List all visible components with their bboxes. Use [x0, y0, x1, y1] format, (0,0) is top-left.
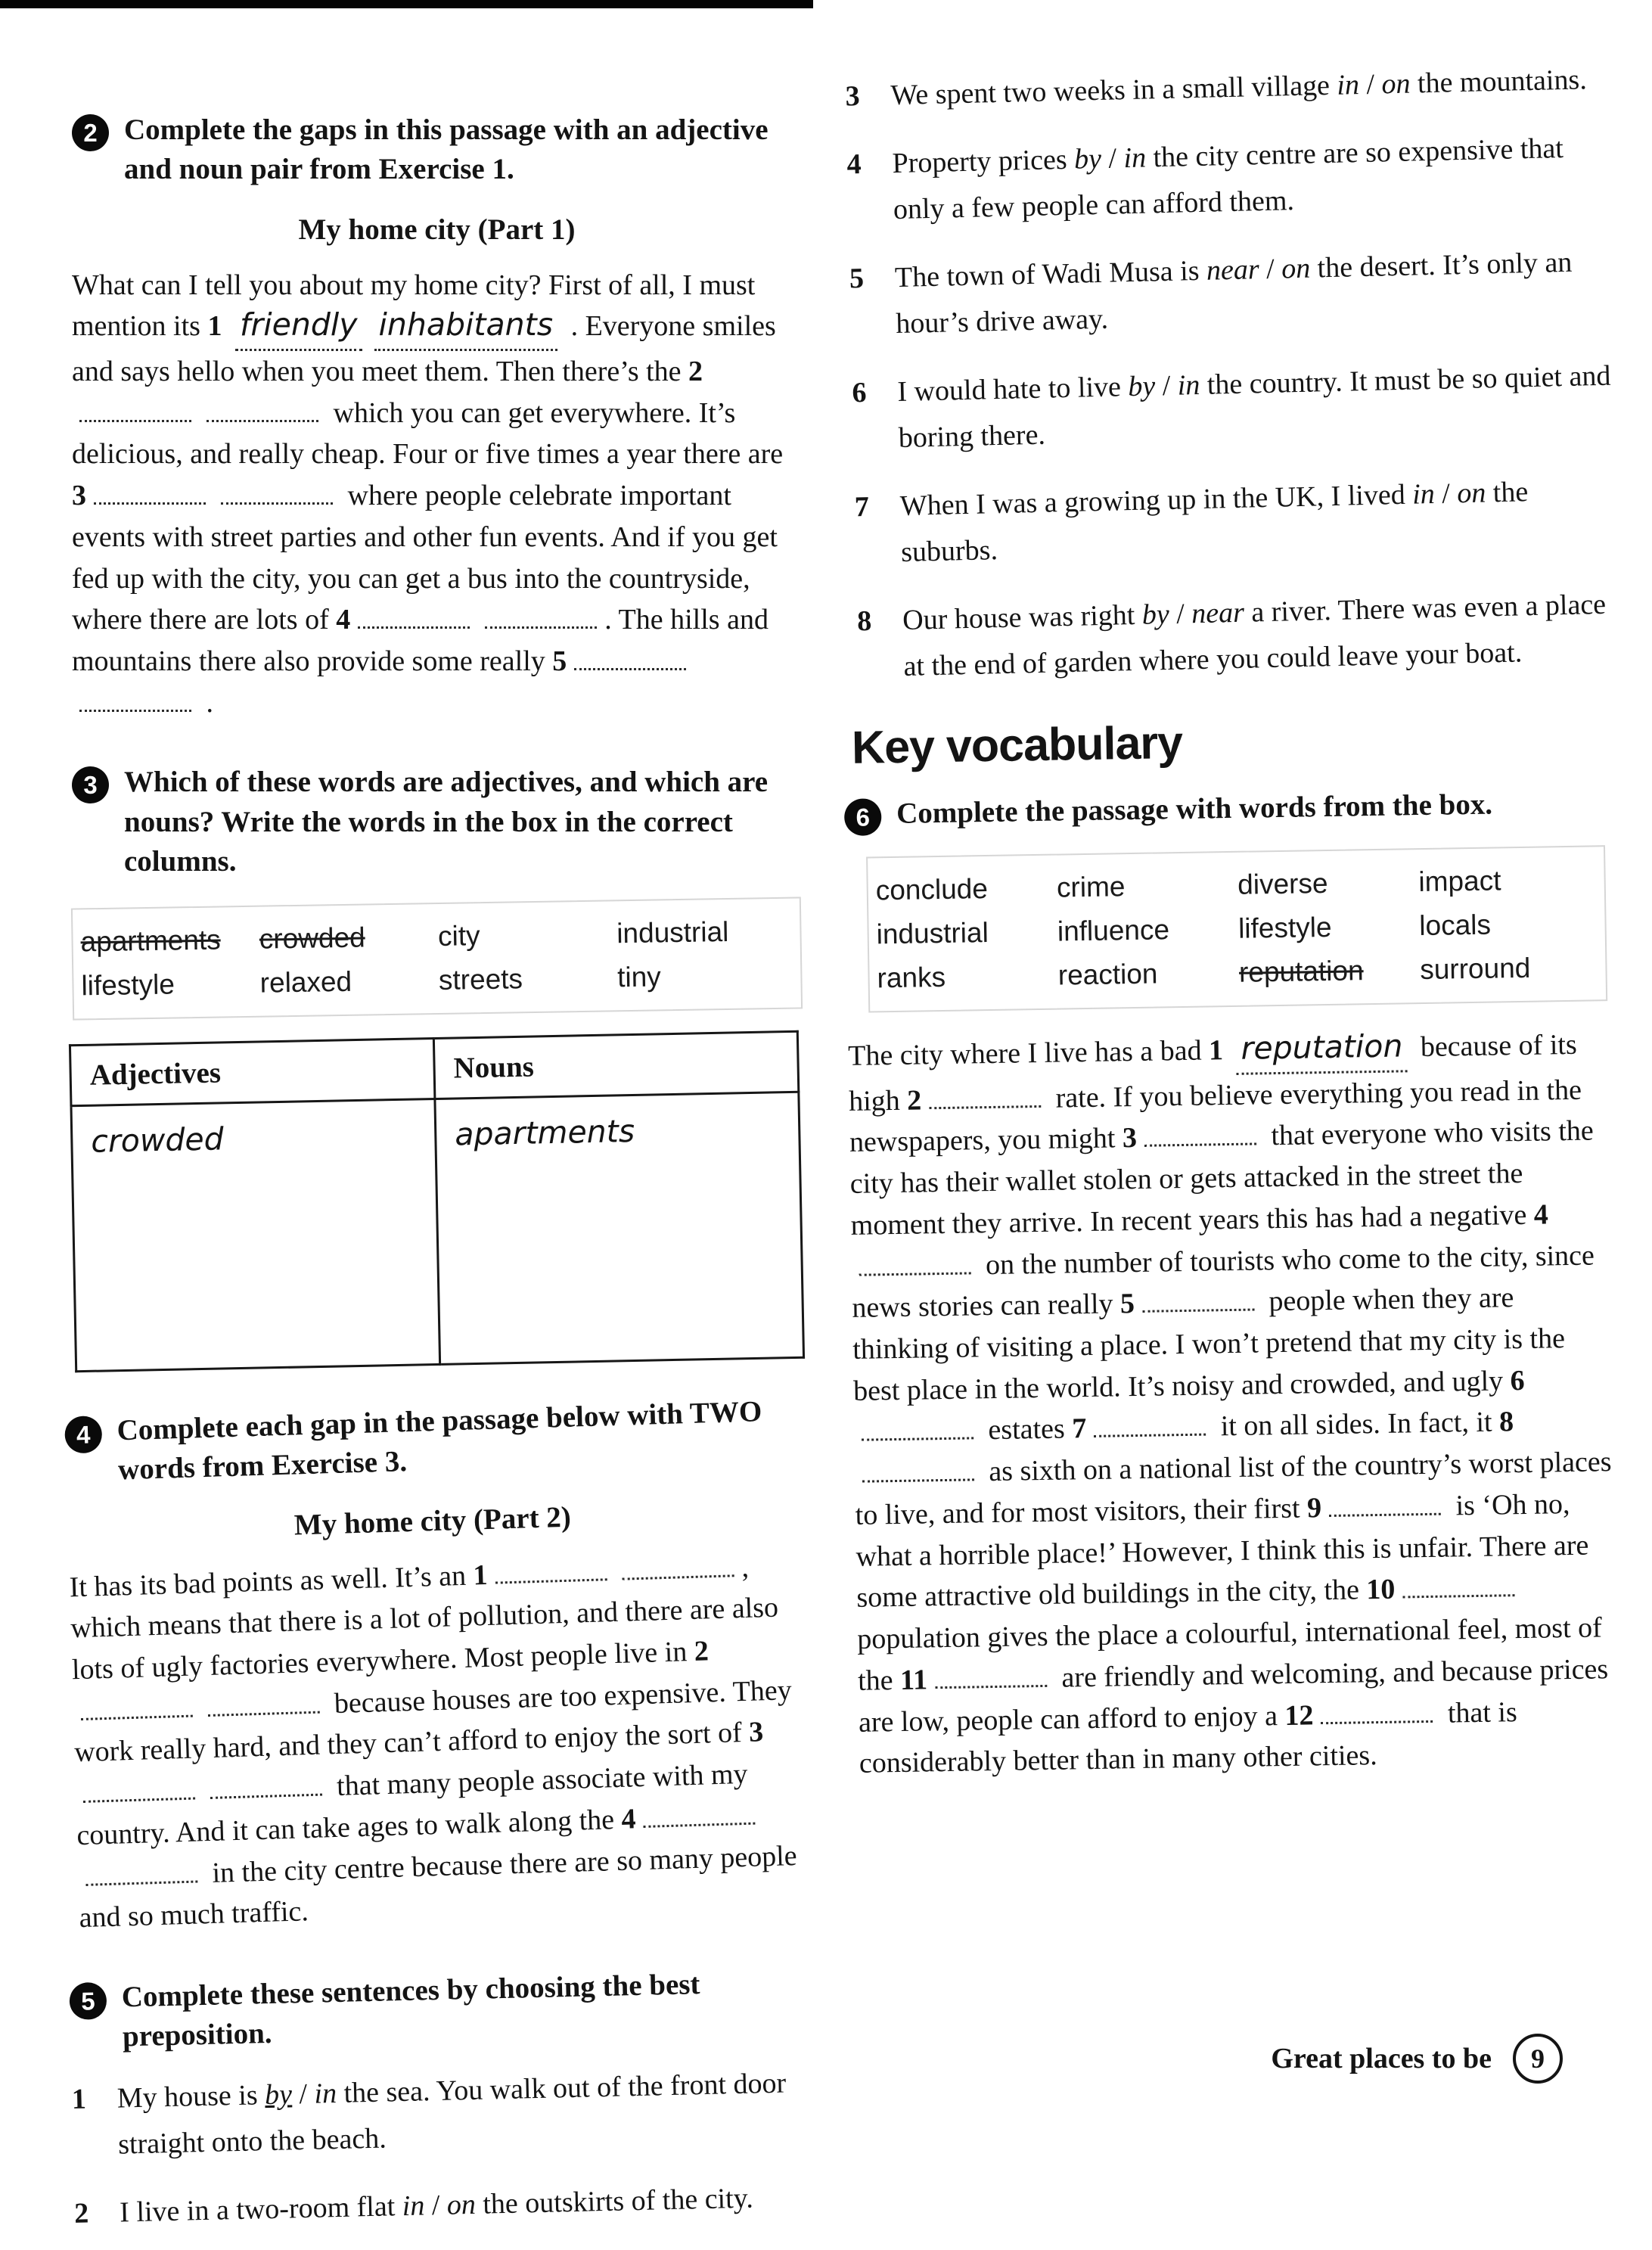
preposition-option: in [1177, 368, 1200, 402]
handwritten-text: inhabitants [378, 306, 554, 343]
dotted-blank [485, 600, 597, 629]
preposition-option: in [314, 2077, 337, 2110]
preposition-option: in [1336, 69, 1360, 101]
gap-number: 1 [207, 310, 229, 343]
part2-title: My home city (Part 2) [293, 1500, 572, 1542]
exercise-2-instruction: Complete the gaps in this passage with an adjective and noun pair from Exercise 1. [124, 113, 769, 186]
dotted-blank [622, 1548, 734, 1580]
dotted-blank [79, 683, 191, 712]
item-number: 4 [846, 148, 862, 181]
dotted-blank [495, 1552, 607, 1583]
dotted-blank [929, 1079, 1042, 1109]
word-box-item: surround [1419, 952, 1531, 986]
item-text: Our house was right by / near a river. There was even a place at the end of garden where you could leave your boat. [902, 588, 1607, 683]
item-text: We spent two weeks in a small village in / on the mountains. [890, 64, 1588, 112]
word-box-item: streets [438, 963, 523, 996]
word-box-item: apartments [80, 924, 221, 958]
dotted-blank [358, 600, 470, 629]
gap-number: 10 [1366, 1574, 1396, 1606]
handwritten-answer [374, 306, 558, 351]
exercise-5-instruction: Complete these sentences by choosing the best preposition. [121, 1968, 700, 2053]
word-box-item: ranks [877, 961, 946, 994]
preposition-option: by [1141, 598, 1170, 631]
exercise-5-items [71, 2060, 805, 2237]
exercise-6-header [844, 783, 1605, 836]
part1-passage: What can I tell you about my home city? First of all, I must mention its 1 friendly inhabitants . Everyone smiles and says hello when you meet them. Then there’s the 2 which you can get everywhere. It’s delicious, and really cheap. Four or five times a year there are 3 where people celebrate important events with street parties and other fun events. And if you get fed up with the city, you can get a bus into the countryside, where there are lots of 4 . The hills and mountains there also provide some really 5 . [72, 269, 784, 719]
gap-number: 2 [906, 1084, 922, 1117]
exercise-4 [64, 1391, 809, 1939]
gap-number: 2 [688, 355, 703, 387]
preposition-option: near [1206, 253, 1260, 287]
right-column [845, 44, 1612, 2250]
word-box-item: lifestyle [1237, 911, 1332, 944]
preposition-option: on [1281, 252, 1311, 285]
dotted-blank [1142, 1282, 1255, 1313]
dotted-blank [1321, 1693, 1433, 1723]
word-box-item: conclude [875, 873, 989, 906]
exercise-3-header [72, 763, 802, 881]
gap-number: 3 [1122, 1122, 1138, 1155]
item-number: 2 [73, 2197, 89, 2230]
exercise-5-badge: 5 [69, 1982, 107, 2020]
exercise-4-instruction: Complete each gap in the passage below with TWO words from Exercise 3. [116, 1395, 762, 1487]
exercise-5-item-2 [74, 2174, 805, 2237]
exercise-6-badge: 6 [844, 798, 882, 836]
exercise-6 [844, 783, 1619, 1785]
dotted-blank [574, 642, 686, 670]
exercise-2-badge: 2 [72, 114, 109, 151]
part1-title: My home city (Part 1) [298, 213, 576, 246]
item-text: Property prices by / in the city centre are so expensive that only a few people can afford them. [892, 132, 1564, 226]
word-box-item: influence [1057, 914, 1170, 947]
exercise-2-header [72, 110, 802, 190]
item-text: When I was a growing up in the UK, I lived in / on the suburbs. [899, 475, 1529, 569]
gap-number: 4 [1533, 1198, 1549, 1231]
gap-number: 1 [1208, 1034, 1231, 1067]
word-box-item: lifestyle [81, 968, 175, 1002]
exercise-5-item-3 [845, 57, 1606, 120]
word-box-item: reputation [1238, 955, 1364, 988]
gap-number: 12 [1284, 1698, 1314, 1732]
word-box-item: city [437, 920, 480, 953]
word-box-item: diverse [1237, 867, 1328, 900]
exercise-5-item-7 [854, 467, 1616, 577]
item-number: 8 [856, 604, 872, 638]
part2-passage: It has its bad points as well. It’s an 1 , which means that there is a lot of pollution, and there are also lots of ugly factories everywhere. Most people live in 2 because houses are too expensive. They work really hard, and they can’t afford to enjoy the sort of 3 that many people associate with my country. And it can take ages to walk along the 4 in the city centre because there are so many people and so much traffic. [69, 1545, 809, 1939]
gap-number: 6 [1510, 1364, 1525, 1397]
gap-number: 7 [1071, 1412, 1087, 1445]
left-column [69, 44, 802, 2250]
word-box-item: reaction [1057, 958, 1158, 991]
preposition-option: on [1381, 67, 1411, 101]
gap-number: 8 [1498, 1406, 1514, 1438]
gap-number: 9 [1306, 1492, 1322, 1524]
gap-number: 4 [336, 604, 351, 636]
item-number: 5 [849, 262, 865, 295]
handwritten-adjective: crowded [90, 1120, 225, 1160]
word-box-item: crime [1056, 871, 1126, 903]
dotted-blank [85, 1854, 197, 1885]
dotted-blank [859, 1245, 971, 1276]
item-text: My house is by / in the sea. You walk out of the front door straight onto the beach. [116, 2067, 787, 2161]
item-number: 7 [854, 490, 870, 524]
exercise-5-item-5 [849, 238, 1611, 349]
item-text: I live in a two-room flat in / on the outskirts of the city. [119, 2182, 754, 2229]
preposition-option: by [1073, 142, 1102, 176]
exercise-5-item-6 [852, 353, 1614, 463]
dotted-blank [221, 476, 333, 505]
word-box-item: relaxed [259, 965, 352, 999]
preposition-option: in [402, 2189, 425, 2222]
gap-number: 1 [472, 1559, 489, 1592]
table-row [71, 1092, 804, 1371]
word-box-item: crowded [259, 921, 365, 955]
adjectives-cell [71, 1099, 440, 1372]
handwritten-answer [235, 306, 362, 351]
chosen-preposition: by [264, 2078, 293, 2111]
page-footer [1271, 2034, 1563, 2084]
adjectives-nouns-table [69, 1030, 805, 1372]
word-box-item: industrial [876, 917, 989, 950]
preposition-option: by [1127, 370, 1156, 402]
handwritten-answer [1236, 1027, 1408, 1074]
word-box-item: tiny [616, 961, 662, 993]
key-vocabulary-passage: The city where I live has a bad 1 reputation because of its high 2 rate. If you believe everything you read in the newspapers, you might 3 that everyone who visits the city has their wallet stolen or gets attacked in the street the moment they arrive. In recent years this has had a negative 4 on the number of tourists who come to the city, since news stories can really 5 people when they are thinking of visiting a place. I won’t pretend that my city is the best place in the world. It’s noisy and crowded, and ugly 6 estates 7 it on all sides. In fact, it 8 as sixth on a national list of the country’s worst places to live, and for most visitors, their first 9 is ‘Oh no, what a horrible place!’ However, I think this is unfair. There are some attractive old buildings in the city, the 10 population gives the place a colourful, international feel, most of the 11 are friendly and welcoming, and because prices are low, people can afford to enjoy a 12 that is considerably better than in many other cities. [847, 1027, 1612, 1780]
exercise-3-instruction: Which of these words are adjectives, and which are nouns? Write the words in the box in the correct columns. [124, 766, 769, 878]
dotted-blank [206, 393, 318, 422]
adjectives-header: Adjectives [70, 1039, 434, 1106]
preposition-option: near [1191, 596, 1245, 630]
dotted-blank [643, 1796, 756, 1828]
exercise-3-badge: 3 [72, 766, 109, 803]
page-number-badge: 9 [1513, 2034, 1563, 2084]
word-box-item: impact [1418, 865, 1501, 898]
gap-number: 5 [1119, 1288, 1135, 1320]
gap-number: 4 [620, 1803, 637, 1835]
dotted-blank [862, 1411, 974, 1441]
handwritten-text: reputation [1241, 1027, 1403, 1067]
word-box-item: industrial [616, 916, 729, 949]
item-number: 3 [845, 80, 861, 113]
preposition-option: in [1123, 141, 1147, 174]
gap-number: 11 [899, 1664, 928, 1696]
exercise-6-word-box [866, 845, 1607, 1012]
exercise-3 [72, 763, 802, 1366]
gap-number: 3 [748, 1716, 764, 1749]
scan-artifact [0, 0, 813, 8]
exercise-5-item-1 [71, 2060, 803, 2170]
gap-number: 2 [694, 1635, 710, 1667]
item-number: 1 [71, 2083, 87, 2115]
footer-section-title: Great places to be [1271, 2043, 1492, 2074]
dotted-blank [935, 1658, 1048, 1689]
dotted-blank [207, 1684, 320, 1716]
exercise-6-instruction: Complete the passage with words from the box. [896, 788, 1493, 830]
item-text: I would hate to live by / in the country. It must be so quiet and boring there. [896, 359, 1611, 455]
exercise-3-word-box [71, 897, 803, 1021]
dotted-blank [80, 1688, 193, 1720]
gap-number: 3 [72, 480, 86, 512]
preposition-option: in [1411, 477, 1436, 511]
exercise-5-header [69, 1963, 800, 2058]
dotted-blank [94, 476, 206, 505]
preposition-option: on [1456, 477, 1486, 510]
dotted-blank [210, 1767, 322, 1799]
dotted-blank [1144, 1117, 1257, 1147]
handwritten-noun: apartments [454, 1113, 635, 1153]
nouns-cell [435, 1092, 804, 1364]
item-text: The town of Wadi Musa is near / on the desert. It’s only an hour’s drive away. [894, 246, 1573, 340]
exercise-5 [69, 1963, 804, 2237]
exercise-5-items-continued [845, 57, 1619, 692]
word-box-item: locals [1419, 909, 1492, 942]
gap-number: 5 [552, 645, 567, 677]
dotted-blank [1329, 1487, 1442, 1517]
exercise-4-badge: 4 [64, 1416, 102, 1453]
dotted-blank [862, 1453, 974, 1483]
handwritten-text: friendly [239, 306, 358, 343]
dotted-blank [79, 393, 191, 422]
nouns-header: Nouns [433, 1031, 798, 1099]
exercise-5-item-8 [857, 581, 1619, 691]
exercise-5-item-4 [846, 124, 1609, 235]
dotted-blank [1094, 1407, 1206, 1437]
exercise-4-header [64, 1391, 796, 1492]
dotted-blank [82, 1771, 195, 1803]
dotted-blank [1402, 1568, 1515, 1599]
item-number: 6 [851, 376, 867, 409]
key-vocabulary-heading: Key vocabulary [851, 716, 1183, 773]
preposition-option: on [446, 2188, 477, 2221]
exercise-2 [72, 110, 802, 723]
